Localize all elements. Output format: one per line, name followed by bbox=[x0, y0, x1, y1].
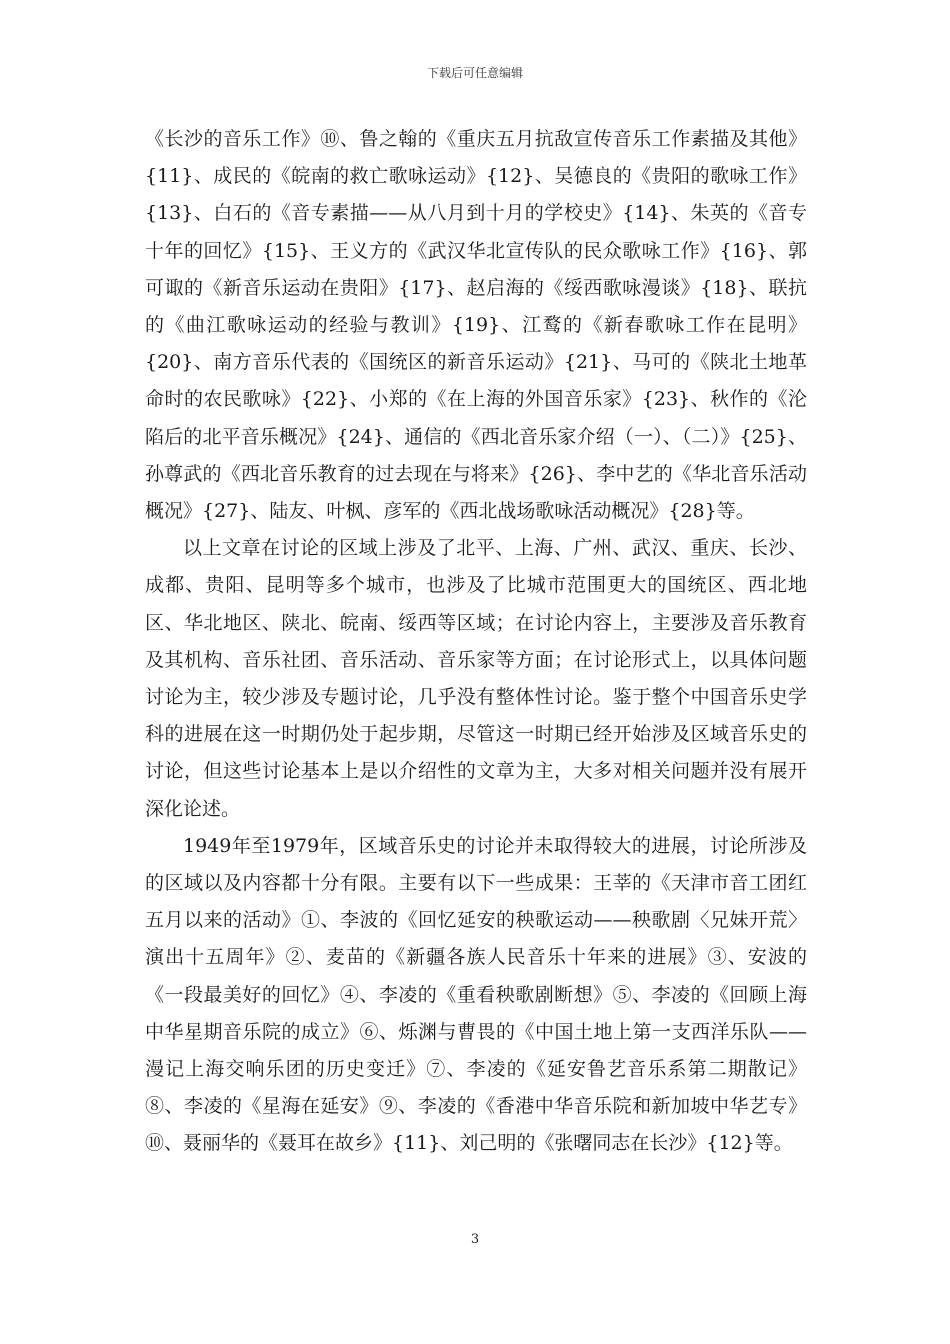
page-number: 3 bbox=[470, 1232, 480, 1247]
document-body bbox=[145, 121, 807, 1163]
paragraph-continued: 《长沙的音乐工作》⑩、鲁之翰的《重庆五月抗敌宣传音乐工作素描及其他》{11}、成民的《皖南的救亡歌咏运动》{12}、吴德良的《贵阳的歌咏工作》{13}、白石的《音专素描——从八月到十月的学校史》{14}、朱英的《音专十年的回忆》{15}、王义方的《武汉华北宣传队的民众歌咏工作》{16}、郭可诹的《新音乐运动在贵阳》{17}、赵启海的《绥西歌咏漫谈》{18}、联抗的《曲江歌咏运动的经验与教训》{19}、江鹜的《新春歌咏工作在昆明》{20}、南方音乐代表的《国统区的新音乐运动》{21}、马可的《陕北土地革命时的农民歌咏》{22}、小郑的《在上海的外国音乐家》{23}、秋作的《沦陷后的北平音乐概况》{24}、通信的《西北音乐家介绍（一）、（二）》{25}、孙尊武的《西北音乐教育的过去现在与将来》{26}、李中艺的《华北音乐活动概况》{27}、陆友、叶枫、彦军的《西北战场歌咏活动概况》{28}等。 bbox=[145, 128, 807, 523]
page-header: 下载后可任意编辑 bbox=[426, 66, 523, 80]
paragraph-summary: 以上文章在讨论的区域上涉及了北平、上海、广州、武汉、重庆、长沙、成都、贵阳、昆明等多个城市，也涉及了比城市范围更大的国统区、西北地区、华北地区、陕北、皖南、绥西等区域；在讨论内容上，主要涉及音乐教育及其机构、音乐社团、音乐活动、音乐家等方面；在讨论形式上，以具体问题讨论为主，较少涉及专题讨论，几乎没有整体性讨论。鉴于整个中国音乐史学科的进展在这一时期仍处于起步期，尽管这一时期已经开始涉及区域音乐史的讨论，但这些讨论基本上是以介绍性的文章为主，大多对相关问题并没有展开深化论述。 bbox=[145, 537, 807, 820]
paragraph-1949-1979: 1949年至1979年，区域音乐史的讨论并未取得较大的进展，讨论所涉及的区域以及内容都十分有限。主要有以下一些成果：王莘的《天津市音工团红五月以来的活动》①、李波的《回忆延安的秧歌运动——秧歌剧〈兄妹开荒〉演出十五周年》②、麦苗的《新疆各族人民音乐十年来的进展》③、安波的《一段最美好的回忆》④、李凌的《重看秧歌剧断想》⑤、李凌的《回顾上海中华星期音乐院的成立》⑥、烁渊与曹畏的《中国土地上第一支西洋乐队——漫记上海交响乐团的历史变迁》⑦、李凌的《延安鲁艺音乐系第二期散记》⑧、李凌的《星海在延安》⑨、李凌的《香港中华音乐院和新加坡中华艺专》⑩、聂丽华的《聂耳在故乡》{11}、刘己明的《张曙同志在长沙》{12}等。 bbox=[145, 834, 807, 1155]
